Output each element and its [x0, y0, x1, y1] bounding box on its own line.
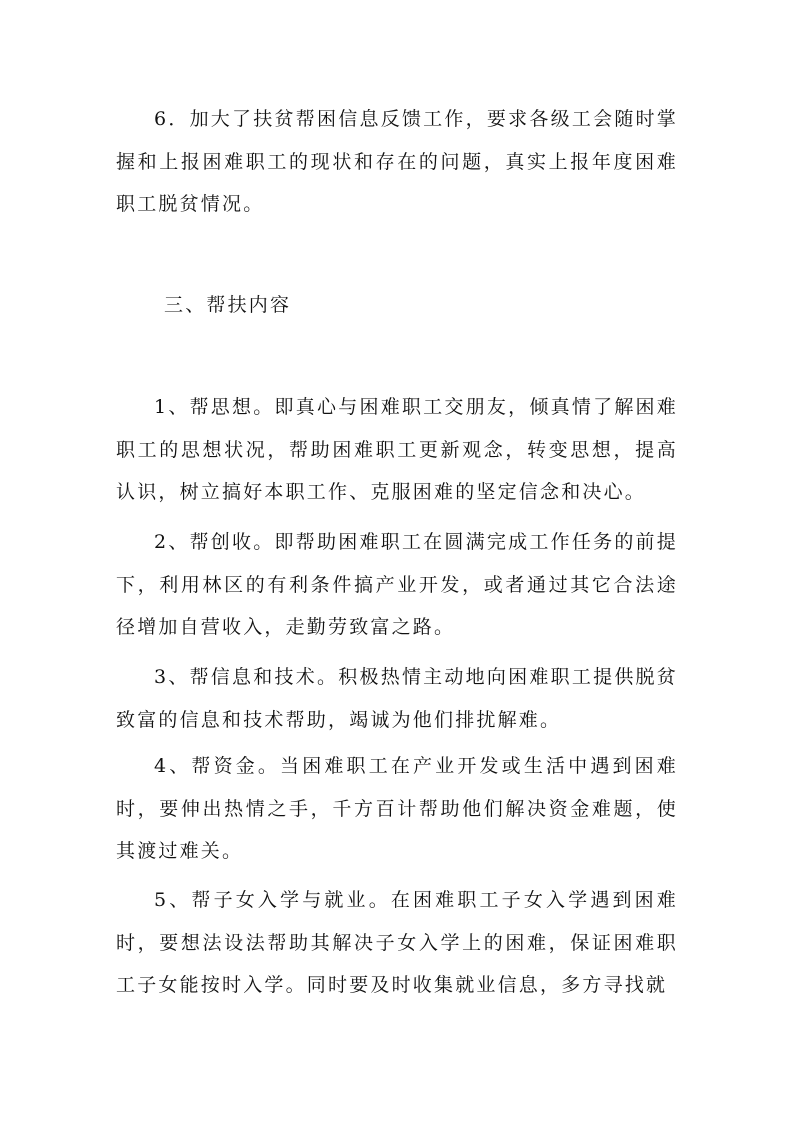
section-heading: 三、帮扶内容 — [164, 294, 292, 316]
paragraph-help-funds: 4、帮资金。当困难职工在产业开发或生活中遇到困难时，要伸出热情之手，千方百计帮助他们解决资金难题，使其渡过难关。 — [116, 755, 678, 862]
paragraph-6-feedback: 6．加大了扶贫帮困信息反馈工作，要求各级工会随时掌握和上报困难职工的现状和存在的问题，真实上报年度困难职工脱贫情况。 — [116, 108, 678, 215]
paragraph-help-income: 2、帮创收。即帮助困难职工在圆满完成工作任务的前提下，利用林区的有利条件搞产业开发，或者通过其它合法途径增加自营收入，走勤劳致富之路。 — [116, 531, 678, 638]
paragraph-help-thought: 1、帮思想。即真心与困难职工交朋友，倾真情了解困难职工的思想状况，帮助困难职工更新观念，转变思想，提高认识，树立搞好本职工作、克服困难的坚定信念和决心。 — [116, 396, 678, 503]
paragraph-help-education-employment: 5、帮子女入学与就业。在困难职工子女入学遇到困难时，要想法设法帮助其解决子女入学上的困难，保证困难职工子女能按时入学。同时要及时收集就业信息，多方寻找就 — [116, 889, 678, 996]
paragraph-help-info-tech: 3、帮信息和技术。积极热情主动地向困难职工提供脱贫致富的信息和技术帮助，竭诚为他们排扰解难。 — [116, 666, 678, 731]
